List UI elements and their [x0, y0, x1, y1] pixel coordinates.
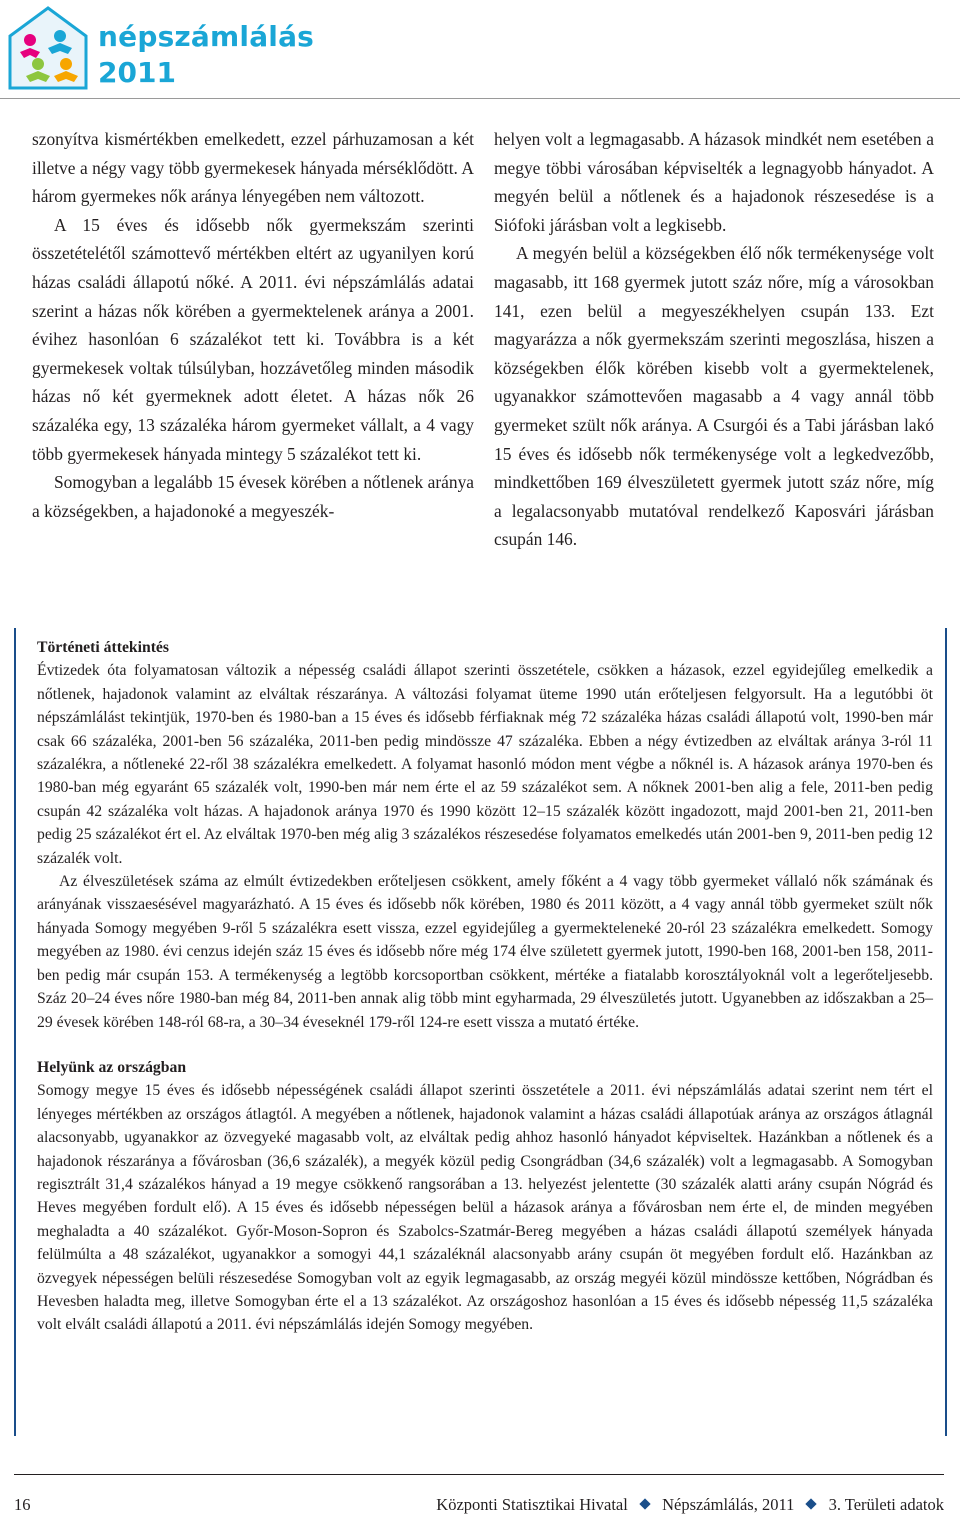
logo-title: népszámlálás	[98, 20, 315, 53]
paragraph: Évtizedek óta folyamatosan változik a népesség családi állapot szerinti összetétele, csökken a házasok, ezzel egyidejűleg emelkedik a nőtlenek, hajadonok valamint az elváltak részaránya. A változási folyamat üteme 1990 után erőteljesen felgyorsult. Ha a legutóbbi öt népszámlálást tekintjük, 1970-ben és 1980-ban a 15 éves és idősebb férfiaknak még 72 százaléka házas családi állapotú volt, 1990-ben már csak 66 százaléka, 2001-ben 56 százaléka, 2011-ben pedig mindössze 47 százaléka. Ebben a négy évtizedben az elváltak aránya 3-ról 11 százalékra, a nőtleneké 22-ről 38 százalékra emelkedett. A folyamat hasonló módon ment végbe a nőknél is. A házasok aránya 1970-ben és 1980-ban még egyaránt 65 százalék volt, 1990-ben már nem érte el az 59 százalékot sem. A nőknek 2001-ben alig a fele, 2011-ben pedig csupán 42 százaléka volt házas. A hajadonok aránya 1970 és 1990 között 12–15 százalék között ingadozott, majd 2001-ben 21, 2011-ben pedig 25 százalékot ért el. Az elváltak 1970-ben még alig 3 százalékos részesedése folyamatos emelkedés után 2001-ben 9, 2011-ben pedig 12 százalék volt.	[37, 662, 933, 867]
right-column	[494, 125, 934, 554]
header-divider	[0, 98, 960, 99]
paragraph: Somogy megye 15 éves és idősebb népességének családi állapot szerinti összetétele a 2011. évi népszámlálás adatai szerint nem tért el lényeges mértékben az országos átlagtól. A megyében a nőtlenek, hajadonok valamint a házas családi állapotúak aránya az országos átlagnál alacsonyabb, ugyanakkor az özvegyeké magasabb volt, az elváltak pedig ahhoz hasonló hányadot képviseltek. Hazánkban a nőtlenek és a hajadonok részaránya a fővárosban (36,6 százalék), a megyék közül pedig Csongrádban (34,6 százalék) volt a legmagasabb. A Somogyban regisztrált 31,4 százalékos hányad a 19 megye csökkenő rangsorában a 13. helyezést jelentette (30 százalék alatti arány csupán Nógrád és Heves megyében fordult elő). A 15 éves és idősebb népességen belül a házasok aránya a fővárosban nem érte el, de minden megyében meghaladta a 40 százalékot. Győr-Moson-Sopron és Szabolcs-Szatmár-Bereg megyében a házas családi állapotú személyek hányada felülmúlta a 48 százalékot, ugyanakkor a somogyi 44,1 százaléknál alacsonyabb arány csupán öt megyében fordult elő. Hazánkban az özvegyek népességen belüli részesedése Somogyban volt az egyik legmagasabb, az ország megyéi közül mindössze kettőben, Nógrádban és Hevesben haladta meg, illetve Somogyban érte el a 13 százalékot. Az országoshoz hasonlóan a 15 éves és idősebb népesség 11,5 százaléka volt elvált családi állapotú a 2011. évi népszámlálás idején Somogy megyében.	[37, 1082, 933, 1334]
left-column	[32, 125, 474, 525]
page-number: 16	[14, 1495, 31, 1514]
paragraph: szonyítva kismértékben emelkedett, ezzel párhuzamosan a két illetve a négy vagy több gyermekesek hányada mérséklődött. A három gyermekes nők aránya lényegében nem változott.	[32, 129, 474, 207]
info-box-content	[37, 636, 933, 1337]
series-title: Népszámlálás, 2011	[662, 1495, 795, 1514]
footer-meta	[436, 1494, 944, 1516]
logo-year: 2011	[98, 56, 176, 89]
volume-title: 3. Területi adatok	[828, 1495, 944, 1514]
info-box	[14, 628, 947, 1436]
section-title-history: Történeti áttekintés	[37, 639, 170, 656]
paragraph: A megyén belül a községekben élő nők termékenysége volt magasabb, itt 168 gyermek jutott száz nőre, míg a városokban 141, ezen belül a megyeszékhelyen csupán 133. Ezt magyarázza a nők gyermekszám szerinti megoszlása, hiszen a községekben élők körében kisebb volt a gyermektelenek, ugyanakkor számottevően magasabb a 4 vagy annál több gyermeket szült nők aránya. A Csurgói és a Tabi járásban lakó 15 éves és idősebb nők termékenysége volt a legkedvezőbb, mindkettőben 169 élveszületett gyermek jutott száz nőre, míg a legalacsonyabb mutatóval rendelkező Kaposvári járásban csupán 146.	[494, 243, 934, 550]
footer-divider	[14, 1474, 944, 1475]
paragraph: Az élveszületések száma az elmúlt évtizedekben erőteljesen csökkent, amely főként a 4 vagy több gyermeket vállaló nők számának és arányának visszaesésével magyarázható. A 15 éves és idősebb nők körében, 1980 és 2011 között, a 4 vagy annál több gyermeket szült nők hányada Somogy megyében 9-ről 5 százalékra esett vissza, ezzel egyidejűleg a gyermekteleneké 20-ról 23 százalékra emelkedett. Somogy megyében az 1980. évi cenzus idején száz 15 éves és idősebb nőre még 174 élve született gyermek jutott, 1990-ben 168, 2001-ben 158, 2011-ben pedig már csupán 153. A termékenység a legtöbb korcsoportban csökkent, mértéke a fiatalabb korosztályoknál volt a legerőteljesebb. Száz 20–24 éves nőre 1980-ban még 84, 2011-ben annak alig több mint egyharmada, 29 élveszületés jutott. Ugyanebben az időszakban a 25–29 évesek körében 148-ról 68-ra, a 30–34 éveseknél 179-ről 124-re esett vissza a mutató értéke.	[37, 873, 933, 1031]
publisher: Központi Statisztikai Hivatal	[436, 1495, 628, 1514]
census-logo	[8, 6, 315, 92]
paragraph: A 15 éves és idősebb nők gyermekszám szerinti összetételétől számottevő mértékben eltért az ugyanilyen korú házas családi állapotú nőké. A 2011. évi népszámlálás adatai szerint a házas nők körében a gyermektelenek aránya a 2001. évihez hasonlóan 6 százalékot tett ki. Továbbra is a két gyermekesek voltak túlsúlyban, hozzávetőleg minden második házas nő két gyermeknek adott életet. A házas nők 26 százaléka egy, 13 százaléka három gyermeket vállalt, a 4 vagy több gyermekesek hányada mintegy 5 százalékot tett ki.	[32, 214, 474, 464]
diamond-bullet-icon	[806, 1498, 817, 1509]
census-logo-icon	[8, 6, 88, 90]
paragraph: Somogyban a legalább 15 évesek körében a nőtlenek aránya a községekben, a hajadonoké a megyeszék-	[32, 472, 474, 521]
diamond-bullet-icon	[639, 1498, 650, 1509]
section-title-country: Helyünk az országban	[37, 1058, 187, 1076]
paragraph: helyen volt a legmagasabb. A házasok mindkét nem esetében a megye többi városában képviselték a legnagyobb hányadot. A megyén belül a nőtlenek és a hajadonok részesedése is a Siófoki járásban volt a legkisebb.	[494, 129, 934, 235]
